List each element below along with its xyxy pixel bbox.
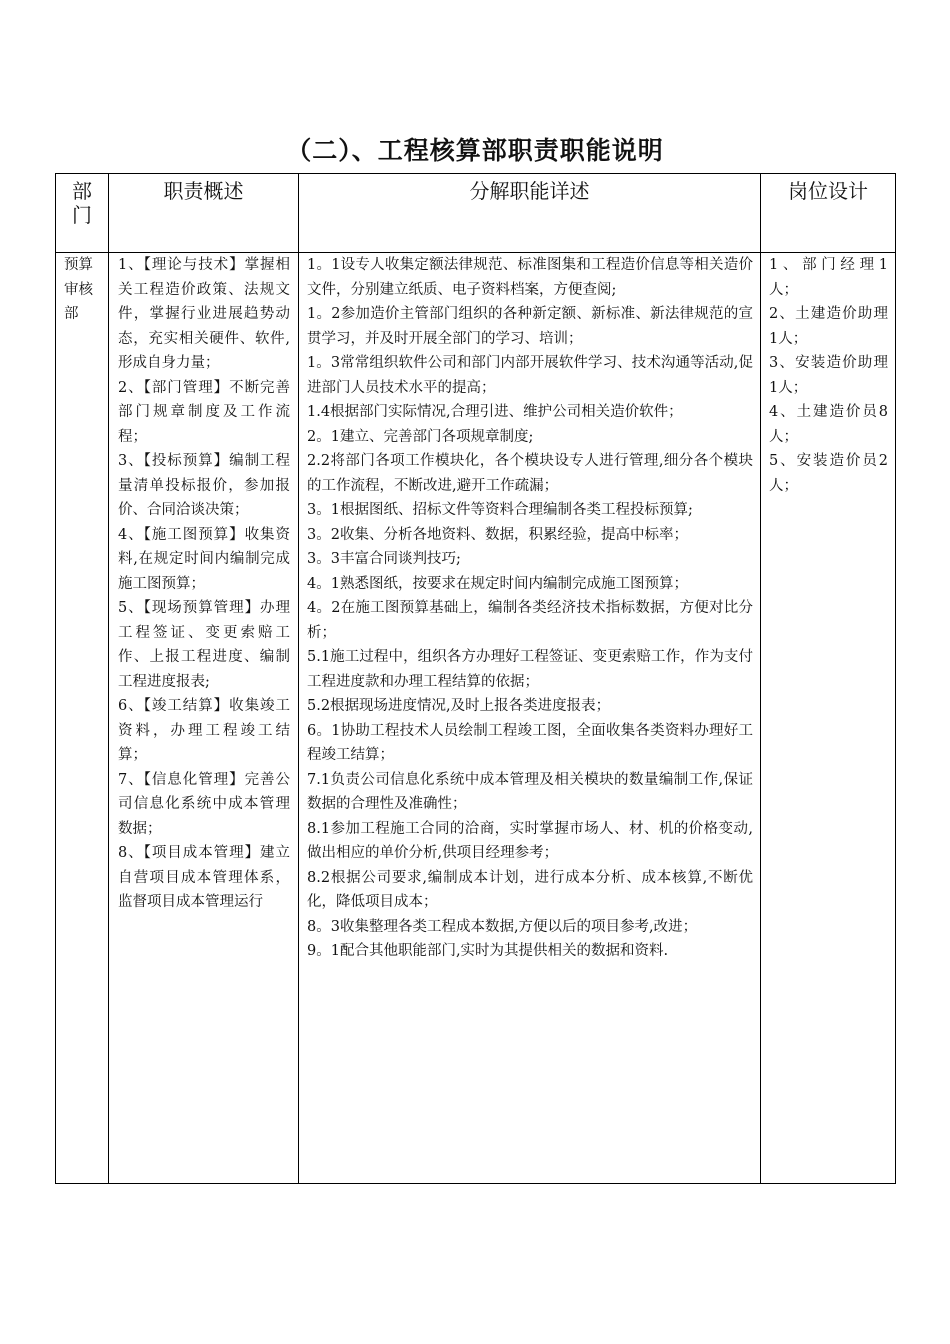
dept-name: 预算审核部 (64, 257, 93, 322)
detail-item: 7.1负责公司信息化系统中成本管理及相关模块的数量编制工作,保证数据的合理性及准确性； (307, 771, 753, 812)
detail-item: 1.4根据部门实际情况,合理引进、维护公司相关造价软件； (307, 404, 683, 420)
detail-item: 4。2在施工图预算基础上，编制各类经济技术指标数据，方便对比分析； (307, 600, 753, 641)
summary-item: 1、【理论与技术】掌握相关工程造价政策、法规文件，掌握行业进展趋势动态，充实相关硬件、软件,形成自身力量； (118, 257, 290, 371)
post-cell (761, 253, 896, 1184)
detail-item: 1。3常常组织软件公司和部门内部开展软件学习、技术沟通等活动,促进部门人员技术水平的提高； (307, 355, 753, 396)
summary-item: 5、【现场预算管理】办理工程签证、变更索赔工作、上报工程进度、编制工程进度报表; (118, 600, 290, 690)
page-title: （二）、工程核算部职责职能说明 (286, 136, 664, 165)
detail-item: 8.1参加工程施工合同的洽商，实时掌握市场人、材、机的价格变动,做出相应的单价分析,供项目经理参考； (307, 820, 753, 861)
summary-item: 2、【部门管理】不断完善部门规章制度及工作流程； (118, 379, 290, 445)
detail-item: 1。1设专人收集定额法律规范、标准图集和工程造价信息等相关造价文件，分别建立纸质、电子资料档案，方便查阅; (307, 257, 753, 298)
header-post-label: 岗位设计 (788, 179, 868, 203)
header-dept-label: 部门 (72, 179, 92, 227)
header-cell-detail (299, 174, 761, 253)
post-item: 5、安装造价员2人； (769, 453, 888, 494)
summary-list (109, 253, 298, 915)
header-cell-post (761, 174, 896, 253)
detail-item: 2.2将部门各项工作模块化，各个模块设专人进行管理,细分各个模块的工作流程，不断改进,避开工作疏漏； (307, 453, 753, 494)
dept-cell (56, 253, 109, 1184)
detail-item: 1。2参加造价主管部门组织的各种新定额、新标准、新法律规范的宣贯学习，并及时开展全部门的学习、培训； (307, 306, 753, 347)
summary-item: 4、【施工图预算】收集资料,在规定时间内编制完成施工图预算； (118, 526, 290, 592)
post-item: 3、安装造价助理1人； (769, 355, 888, 396)
detail-item: 8。3收集整理各类工程成本数据,方便以后的项目参考,改进； (307, 918, 698, 935)
post-item: 2、土建造价助理1人； (769, 306, 888, 347)
detail-item: 5.2根据现场进度情况,及时上报各类进度报表； (307, 698, 611, 714)
summary-cell (109, 253, 299, 1184)
detail-item: 6。1协助工程技术人员绘制工程竣工图，全面收集各类资料办理好工程竣工结算； (307, 722, 753, 763)
table-row (56, 253, 896, 1184)
header-cell-dept (56, 174, 109, 253)
detail-item: 9。1配合其他职能部门,实时为其提供相关的数据和资料. (307, 943, 669, 959)
detail-item: 8.2根据公司要求,编制成本计划，进行成本分析、成本核算,不断优化，降低项目成本； (307, 869, 753, 910)
summary-item: 3、【投标预算】编制工程量清单投标报价，参加报价、合同洽谈决策； (118, 453, 290, 518)
detail-item: 3。1根据图纸、招标文件等资料合理编制各类工程投标预算; (307, 502, 693, 518)
post-list (761, 253, 895, 498)
header-summary-label: 职责概述 (163, 179, 244, 203)
summary-item: 8、【项目成本管理】建立自营项目成本管理体系，监督项目成本管理运行 (118, 845, 290, 910)
detail-cell (299, 253, 761, 1184)
detail-item: 2。1建立、完善部门各项规章制度; (307, 428, 534, 445)
post-item: 1、部门经理1人； (769, 257, 888, 298)
detail-item: 3。3丰富合同谈判技巧; (307, 551, 461, 567)
detail-item: 5.1施工过程中，组织各方办理好工程签证、变更索赔工作，作为支付工程进度款和办理工程结算的依据； (307, 649, 753, 690)
header-detail-label: 分解职能详述 (469, 179, 590, 203)
post-item: 4、土建造价员8人； (769, 404, 888, 445)
detail-list (299, 253, 760, 964)
detail-item: 4。1熟悉图纸，按要求在规定时间内编制完成施工图预算； (307, 575, 688, 592)
header-cell-summary (109, 174, 299, 253)
table-header-row (56, 174, 896, 253)
detail-item: 3。2收集、分析各地资料、数据，积累经验，提高中标率； (307, 526, 688, 543)
summary-item: 6、【竣工结算】收集竣工资料，办理工程竣工结算； (118, 698, 290, 763)
summary-item: 7、【信息化管理】完善公司信息化系统中成本管理数据； (118, 771, 290, 837)
duty-table (55, 173, 896, 1184)
